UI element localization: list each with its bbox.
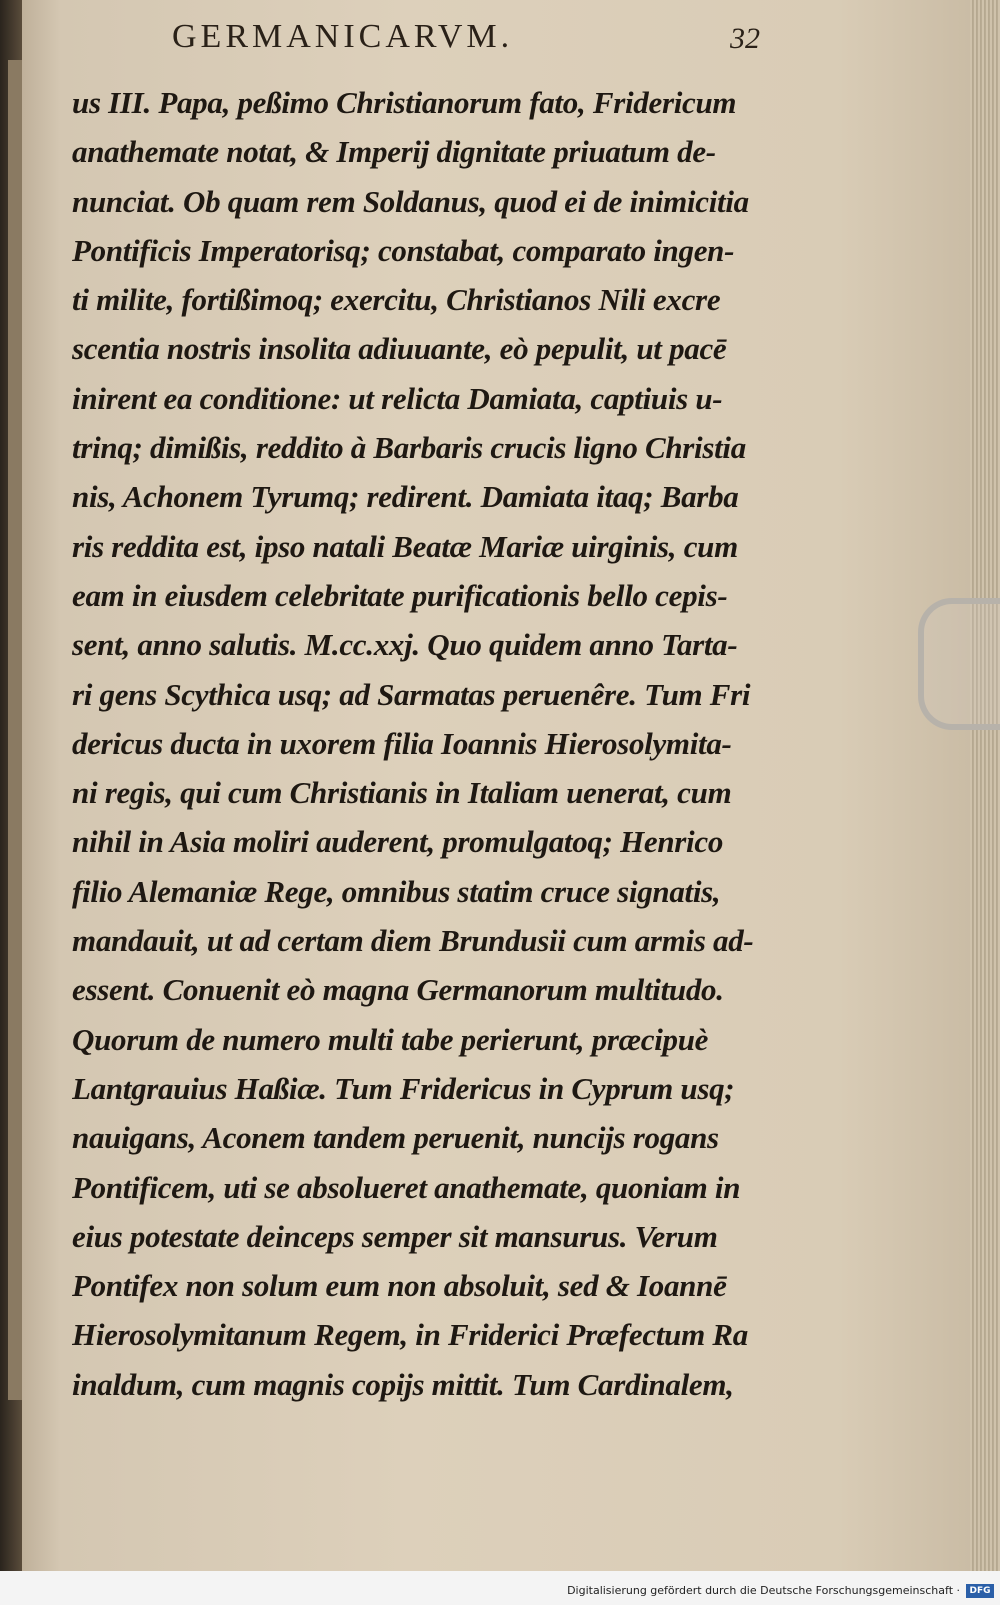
text-line: dericus ducta in uxorem filia Ioannis Hierosolymita-: [72, 725, 732, 761]
text-line: nauigans, Aconem tandem peruenit, nuncijs rogans: [72, 1120, 719, 1156]
page-stack-edge: [970, 0, 1000, 1575]
text-line: nihil in Asia moliri auderent, promulgatoq; Henrico: [72, 824, 724, 860]
text-line: nis, Achonem Tyrumq; redirent. Damiata itaq; Barba: [72, 479, 739, 515]
text-line: inirent ea conditione: ut relicta Damiata, captiuis u-: [72, 380, 723, 416]
text-line: anathemate notat, & Imperij dignitate priuatum de-: [72, 134, 716, 170]
text-line: us III. Papa, peßimo Christianorum fato, Fridericum: [72, 85, 737, 120]
body-text: [72, 78, 822, 1409]
text-line: Lantgrauius Haßiæ. Tum Fridericus in Cyprum usq;: [72, 1070, 735, 1106]
text-line: filio Alemaniæ Rege, omnibus statim cruce signatis,: [72, 873, 721, 909]
text-line: Pontifex non solum eum non absoluit, sed & Ioannē: [72, 1268, 727, 1304]
text-line: trinq; dimißis, reddito à Barbaris crucis ligno Christia: [72, 430, 746, 466]
text-line: inaldum, cum magnis copijs mittit. Tum Cardinalem,: [72, 1366, 734, 1402]
text-line: ni regis, qui cum Christianis in Italiam uenerat, cum: [72, 775, 732, 811]
text-line: eius potestate deinceps semper sit mansurus. Verum: [72, 1218, 718, 1254]
text-line: eam in eiusdem celebritate purificationis bello cepis-: [72, 577, 728, 613]
text-line: ti milite, fortißimoq; exercitu, Christianos Nili excre: [72, 282, 721, 318]
text-line: ris reddita est, ipso natali Beatæ Mariæ uirginis, cum: [72, 528, 738, 564]
text-line: Pontificem, uti se absolueret anathemate, quoniam in: [72, 1169, 741, 1205]
text-line: essent. Conuenit eò magna Germanorum multitudo.: [72, 972, 724, 1008]
page-number: 32: [730, 22, 760, 55]
text-line: mandauit, ut ad certam diem Brundusii cum armis ad-: [72, 923, 754, 959]
running-head: GERMANICARVM.: [172, 18, 514, 55]
footer-band: [0, 1571, 1000, 1605]
text-line: sent, anno salutis. M.cc.xxj. Quo quidem anno Tarta-: [72, 627, 738, 663]
text-line: Pontificis Imperatorisq; constabat, comparato ingen-: [72, 232, 735, 268]
clip-tab: [918, 598, 1000, 730]
text-line: ri gens Scythica usq; ad Sarmatas peruenêre. Tum Fri: [72, 676, 751, 712]
dfg-logo: DFG: [966, 1584, 994, 1598]
text-line: Hierosolymitanum Regem, in Friderici Præfectum Ra: [72, 1317, 748, 1353]
book-page: [22, 0, 980, 1572]
digitization-credit: Digitalisierung gefördert durch die Deutsche Forschungsgemeinschaft ·: [567, 1584, 960, 1597]
text-line: Quorum de numero multi tabe perierunt, præcipuè: [72, 1021, 709, 1057]
text-line: nunciat. Ob quam rem Soldanus, quod ei de inimicitia: [72, 183, 749, 219]
text-line: scentia nostris insolita adiuuante, eò pepulit, ut pacē: [72, 331, 727, 367]
